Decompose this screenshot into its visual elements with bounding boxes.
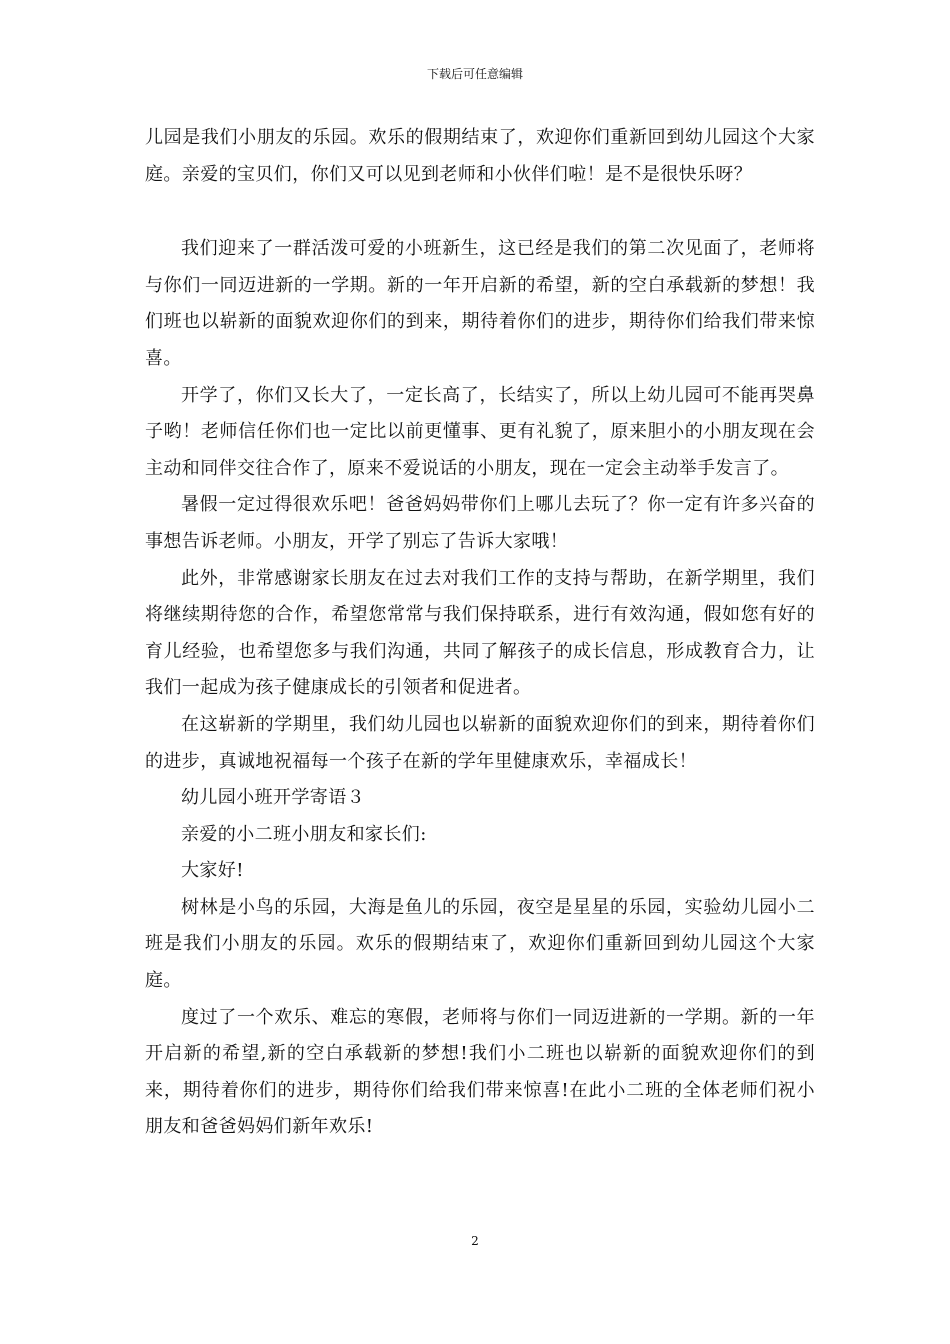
paragraph: 开学了，你们又长大了，一定长高了，长结实了，所以上幼儿园可不能再哭鼻子哟！老师信任你们也一定比以前更懂事、更有礼貌了，原来胆小的小朋友现在会主动和同伴交往合作了，原来不爱说话的小朋友，现在一定会主动举手发言了。 — [145, 384, 815, 479]
paragraph: 树林是小鸟的乐园，大海是鱼儿的乐园，夜空是星星的乐园，实验幼儿园小二班是我们小朋友的乐园。欢乐的假期结束了，欢迎你们重新回到幼儿园这个大家庭。 — [145, 896, 815, 992]
paragraph: 在这崭新的学期里，我们幼儿园也以崭新的面貌欢迎你们的到来，期待着你们的进步，真诚地祝福每一个孩子在新的学年里健康欢乐，幸福成长！ — [145, 713, 815, 772]
document-body — [145, 120, 815, 1146]
paragraph: 我们迎来了一群活泼可爱的小班新生，这已经是我们的第二次见面了，老师将与你们一同迈进新的一学期。新的一年开启新的希望，新的空白承载新的梦想！我们班也以崭新的面貌欢迎你们的到来，期待着你们的进步，期待你们给我们带来惊喜。 — [145, 238, 815, 369]
page-number: 2 — [471, 1234, 479, 1248]
salutation: 亲爱的小二班小朋友和家长们: — [181, 823, 427, 845]
paragraph: 此外，非常感谢家长朋友在过去对我们工作的支持与帮助，在新学期里，我们将继续期待您的合作，希望您常常与我们保持联系，进行有效沟通，假如您有好的育儿经验，也希望您多与我们沟通，共同了解孩子的成长信息，形成教育合力，让我们一起成为孩子健康成长的引领者和促进者。 — [145, 567, 815, 699]
paragraph: 暑假一定过得很欢乐吧！爸爸妈妈带你们上哪儿去玩了？你一定有许多兴奋的事想告诉老师。小朋友，开学了别忘了告诉大家哦！ — [145, 494, 815, 552]
paragraph-continued: 儿园是我们小朋友的乐园。欢乐的假期结束了，欢迎你们重新回到幼儿园这个大家庭。亲爱的宝贝们，你们又可以见到老师和小伙伴们啦！是不是很快乐呀？ — [145, 127, 815, 185]
paragraph: 度过了一个欢乐、难忘的寒假，老师将与你们一同迈进新的一学期。新的一年开启新的希望,新的空白承载新的梦想!我们小二班也以崭新的面貌欢迎你们的到来，期待着你们的进步，期待你们给我们带来惊喜!在此小二班的全体老师们祝小朋友和爸爸妈妈们新年欢乐! — [145, 1006, 815, 1138]
page-header: 下载后可任意编辑 — [426, 67, 523, 81]
section-title: 幼儿园小班开学寄语３ — [181, 787, 365, 809]
paragraph-gap — [145, 193, 815, 231]
greeting: 大家好! — [181, 860, 244, 882]
